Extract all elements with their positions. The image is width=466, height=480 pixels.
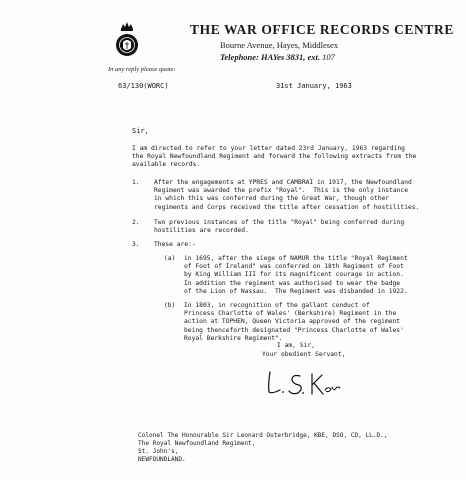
closing-line: Your obedient Servant, [262,351,346,358]
point-number: 2. [132,219,140,226]
point-text: These are:- [154,241,196,248]
reply-note: In any reply please quote: [108,66,176,73]
addressee-block: Colonel The Honourable Sir Leonard Outerbridge, KBE, DSO, CD, LL.D., The Royal Newfoundland Regiment, St. John's, NEWFOUNDLAND. [138,432,388,463]
sub-point-label: (a) [164,255,176,262]
intro-paragraph: I am directed to refer to your letter dated 23rd January, 1963 regarding the Royal Newfoundland Regiment and forward the following extracts from the available records. [132,145,417,169]
reference-number: 63/130(WORC) [118,82,169,90]
sub-point-text: in 1695, after the siege of NAMUR the title "Royal Regiment of Foot of Ireland" was conferred on 18th Regiment of Foot by King William III for its magnificent courage in action. In addition the regiment was authorised to wear the badge of the Lion of Nassau. The Regiment was disbanded in 1922. [184,255,408,295]
organisation-address: Bourne Avenue, Hayes, Middlesex [220,40,339,50]
organisation-name: THE WAR OFFICE RECORDS CENTRE [190,22,454,37]
handwritten-signature [262,366,342,400]
letterhead [190,22,454,62]
point-number: 1. [132,179,140,186]
royal-crest-icon [112,20,142,60]
telephone-label: Telephone: HAYes 3831, ext. [220,52,321,62]
telephone-line [190,52,454,62]
point-number: 3. [132,241,140,248]
point-text: After the engagements at YPRES and CAMBRAI in 1917, the Newfoundland Regiment was awarded the prefix "Royal". This is the only instance in which this was conferred during the Great War, though other regiments and Corps received the title after cessation of hostilities. [154,179,420,211]
sub-point-text: In 1803, in recognition of the gallant conduct of Princess Charlotte of Wales' (Berkshire) Regiment in the action at TOPHEN, Queen Victoria approved of the regiment being thenceforth designated "Princess Charlotte of Wales' Royal Berkshire Regiment". [184,302,404,342]
sub-point-label: (b) [164,302,176,309]
point-text: Two previous instances of the title "Royal" being conferred during hostilities are recorded. [154,219,405,235]
salutation: Sir, [132,127,149,135]
closing-line: I am, Sir, [277,342,315,349]
telephone-extension: 107 [322,52,335,62]
letter-date: 31st January, 1963 [276,82,352,90]
